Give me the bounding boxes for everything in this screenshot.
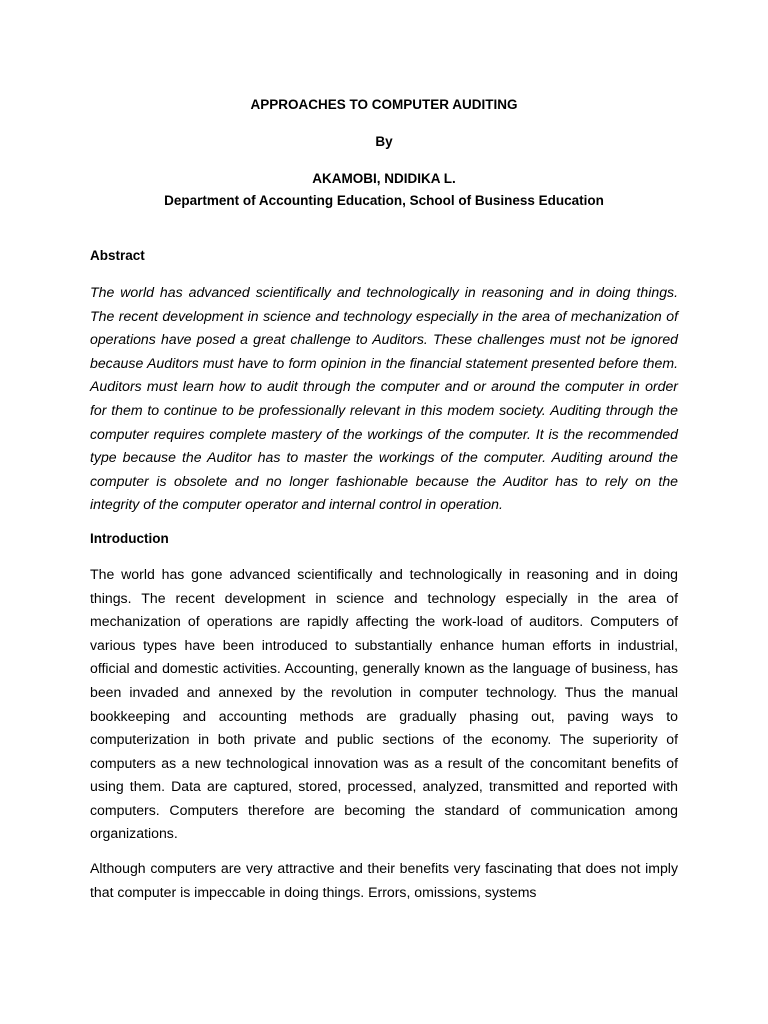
- author-name: AKAMOBI, NDIDIKA L.: [312, 171, 456, 186]
- introduction-paragraph: Although computers are very attractive and their benefits very fascinating that does not imply that computer is impeccable in doing things. Errors, omissions, systems: [90, 860, 678, 900]
- introduction-heading: Introduction: [90, 530, 169, 546]
- author-affiliation: Department of Accounting Education, School of Business Education: [164, 193, 604, 208]
- introduction-paragraph: The world has gone advanced scientifically and technologically in reasoning and in doing things. The recent development in science and technology especially in the area of mechanization of operations are rapidly affecting the work-load of auditors. Computers of various types have been introduced to substantially enhance human efforts in industrial, official and domestic activities. Accounting, generally known as the language of business, has been invaded and annexed by the revolution in computer technology. Thus the manual bookkeeping and accounting methods are gradually phasing out, paving ways to computerization in both private and public sections of the economy. The superiority of computers as a new technological innovation was as a result of the concomitant benefits of using them. Data are captured, stored, processed, analyzed, transmitted and reported with computers. Computers therefore are becoming the standard of communication among organizations.: [90, 565, 678, 842]
- abstract-heading: Abstract: [90, 248, 145, 263]
- abstract-text: The world has advanced scientifically and technologically in reasoning and in doing things. The recent development in science and technology especially in the area of mechanization of operations have posed a great challenge to Auditors. These challenges must not be ignored because Auditors must have to form opinion in the financial statement presented before them. Auditors must learn how to audit through the computer and or around the computer in order for them to continue to be professionally relevant in this modem society. Auditing through the computer requires complete mastery of the workings of the computer. It is the recommended type because the Auditor has to master the workings of the computer. Auditing around the computer is obsolete and no longer fashionable because the Auditor has to rely on the integrity of the computer operator and internal control in operation.: [90, 284, 678, 513]
- document-title: APPROACHES TO COMPUTER AUDITING: [250, 97, 518, 112]
- document-page: [90, 94, 678, 904]
- byline: By: [375, 134, 393, 149]
